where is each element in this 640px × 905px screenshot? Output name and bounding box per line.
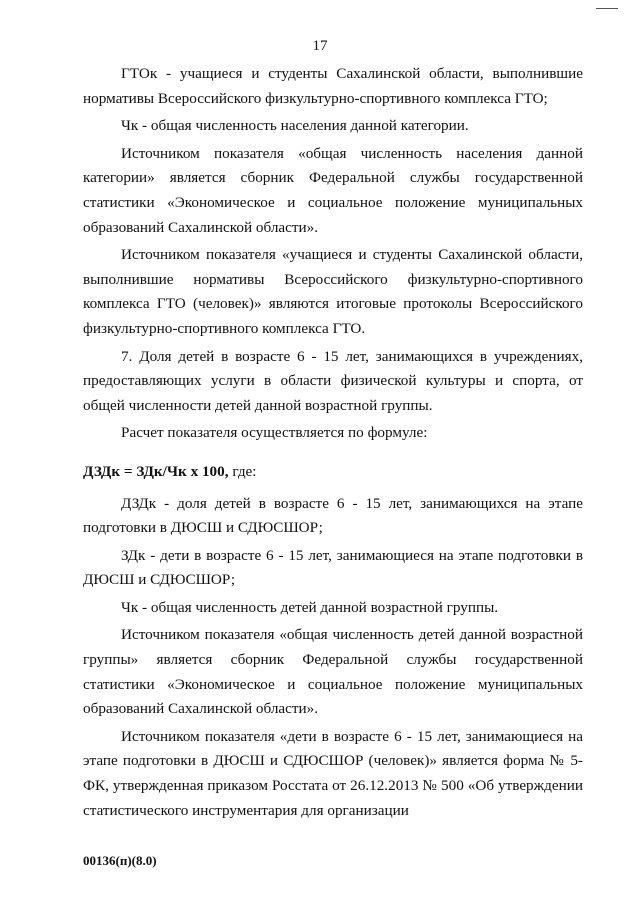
paragraph-source-population: Источником показателя «общая численность населения данной категории» является сборник Федеральной службы государственной статистики «Экономическое и социальное положение муниципальных образований Сахалинской области». [83, 144, 583, 236]
paragraph-indicator-7: 7. Доля детей в возрасте 6 - 15 лет, занимающихся в учреждениях, предоставляющих услуги в области физической культуры и спорта, от общей численности детей данной возрастной группы. [83, 347, 583, 414]
definition-dzdk: ДЗДк - доля детей в возрасте 6 - 15 лет, занимающихся на этапе подготовки в ДЮСШ и СДЮСШОР; [83, 494, 583, 537]
paragraph-source-children: Источником показателя «общая численность детей данной возрастной группы» является сборник Федеральной службы государственной статистики «Экономическое и социальное положение муниципальных образований Сахалинской области». [83, 626, 583, 718]
formula-expression: ДЗДк = ЗДк/Чк х 100, [83, 462, 229, 480]
paragraph-source-form: Источником показателя «дети в возрасте 6 - 15 лет, занимающиеся на этапе подготовки в ДЮСШ и СДЮСШОР (человек)» является форма № 5-ФК, утвержденная приказом Росстата от 26.12.2013 № 500 «Об утверждении статистического инструментария для организации [83, 727, 583, 819]
formula-suffix: где: [228, 462, 257, 480]
paragraph-gto-definition: ГТОк - учащиеся и студенты Сахалинской области, выполнившие нормативы Всероссийского физкультурно-спортивного комплекса ГТО; [83, 65, 583, 107]
footer-document-code: 00136(п)(8.0) [83, 853, 157, 868]
definition-zdk: ЗДк - дети в возрасте 6 - 15 лет, занимающиеся на этапе подготовки в ДЮСШ и СДЮСШОР; [83, 546, 583, 589]
paragraph-source-gto: Источником показателя «учащиеся и студенты Сахалинской области, выполнившие нормативы Всероссийского физкультурно-спортивного комплекса ГТО (человек)» являются итоговые протоколы Всероссийского физкультурно-спортивного комплекса ГТО. [83, 246, 583, 337]
corner-mark [596, 8, 618, 9]
definition-chk: Чк - общая численность детей данной возрастной группы. [121, 598, 499, 616]
page-number: 17 [312, 38, 328, 54]
formula-line [83, 460, 583, 485]
document-body [83, 62, 583, 826]
paragraph-formula-intro: Расчет показателя осуществляется по формуле: [121, 424, 428, 442]
paragraph-chk-definition: Чк - общая численность населения данной категории. [121, 117, 469, 135]
